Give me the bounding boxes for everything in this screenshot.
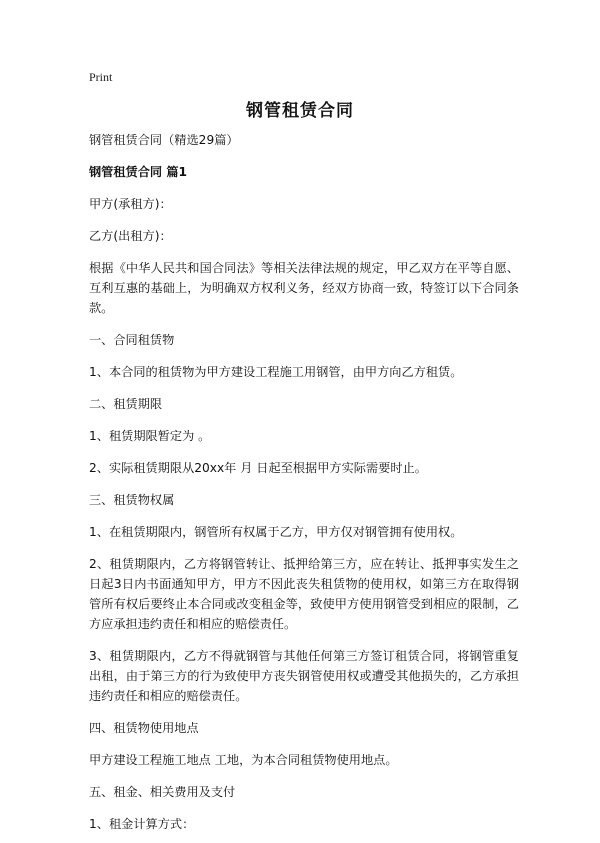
clause-heading-4: 四、租赁物使用地点 bbox=[89, 721, 199, 735]
party-a-line: 甲方(承租方)： bbox=[89, 197, 172, 211]
clause-paragraph: 1、租金计算方式： bbox=[89, 817, 195, 831]
document-title: 钢管租赁合同 bbox=[246, 101, 354, 121]
clause-paragraph: 2、租赁期限内，乙方将钢管转让、抵押给第三方，应在转让、抵押事实发生之日起3日内书面通知甲方，甲方不因此丧失租赁物的使用权，如第三方在取得钢管所有权后要终止本合同或改变租金等，致使甲方使用钢管受到相应的限制，乙方应承担违约责任和相应的赔偿责任。 bbox=[89, 557, 519, 631]
subtitle: 钢管租赁合同（精选29篇） bbox=[89, 133, 239, 147]
clause-paragraph: 1、在租赁期限内，钢管所有权属于乙方，甲方仅对钢管拥有使用权。 bbox=[89, 525, 463, 539]
print-label: Print bbox=[89, 70, 113, 84]
clause-paragraph: 1、本合同的租赁物为甲方建设工程施工用钢管，由甲方向乙方租赁。 bbox=[89, 365, 463, 379]
clause-heading-2: 二、租赁期限 bbox=[89, 397, 163, 411]
clause-paragraph: 1、租赁期限暂定为 。 bbox=[89, 429, 211, 443]
clause-heading-3: 三、租赁物权属 bbox=[89, 493, 175, 507]
document-body bbox=[89, 130, 519, 843]
clause-paragraph: 甲方建设工程施工地点 工地，为本合同租赁物使用地点。 bbox=[89, 753, 398, 767]
clause-paragraph: 2、实际租赁期限从20xx年 月 日起至根据甲方实际需要时止。 bbox=[89, 461, 427, 475]
clause-heading-5: 五、租金、相关费用及支付 bbox=[89, 785, 236, 799]
party-b-line: 乙方(出租方)： bbox=[89, 229, 172, 243]
preamble-paragraph: 根据《中华人民共和国合同法》等相关法律法规的规定，甲乙双方在平等自愿、互利互惠的基础上，为明确双方权利义务，经双方协商一致，特签订以下合同条款。 bbox=[89, 261, 519, 315]
clause-paragraph: 3、租赁期限内，乙方不得就钢管与其他任何第三方签订租赁合同，将钢管重复出租，由于第三方的行为致使甲方丧失钢管使用权或遭受其他损失的，乙方承担违约责任和相应的赔偿责任。 bbox=[89, 649, 519, 703]
section-heading: 钢管租赁合同 篇1 bbox=[89, 165, 188, 179]
clause-heading-1: 一、合同租赁物 bbox=[89, 333, 175, 347]
